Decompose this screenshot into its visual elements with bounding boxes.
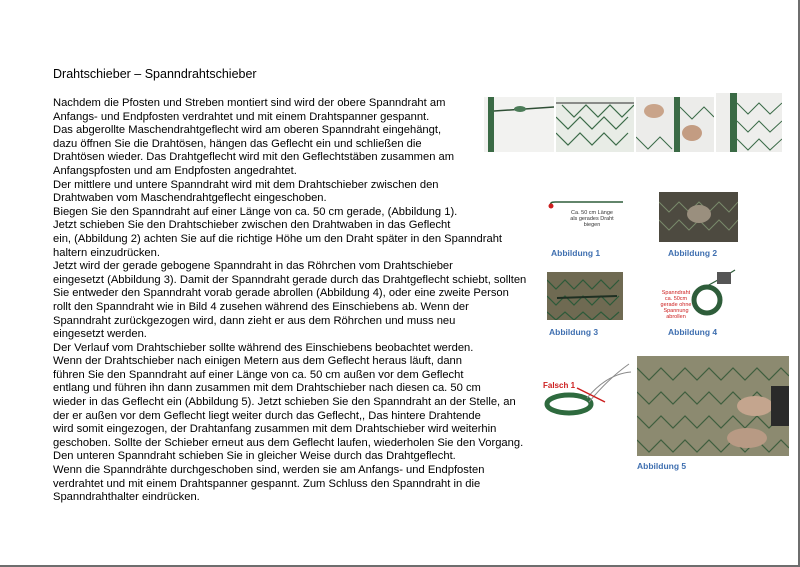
body-line: Drahtösen wieder. Das Drahtgeflecht wird mit den Geflechtstäben zusammen am <box>53 151 455 164</box>
figure-4-caption: Abbildung 4 <box>668 327 718 337</box>
figure-5-caption: Abbildung 5 <box>637 461 687 471</box>
body-line: der er außen vor dem Geflecht liegt weiter durch das Geflecht,, Das hintere Drahtende <box>53 409 481 422</box>
body-line: Nachdem die Pfosten und Streben montiert sind wird der obere Spanndraht am <box>53 97 446 109</box>
figure-3-image <box>547 272 623 320</box>
body-line: Spanndrahthalter eindrücken. <box>53 491 200 504</box>
figure-3-svg <box>547 272 623 320</box>
body-line: wird somit eingezogen, der Drahtanfang zusammen mit dem Drahtschieber wird weiterhin <box>53 423 497 436</box>
figure-2-image <box>659 192 738 242</box>
body-line: eingesetzt werden. <box>53 328 147 341</box>
figure-1-caption: Abbildung 1 <box>551 248 601 258</box>
figure-5-svg <box>637 356 789 456</box>
body-line: Das abgerollte Maschendrahtgeflecht wird am oberen Spanndraht eingehängt, <box>53 124 442 137</box>
photo-hand-eyelet <box>636 97 714 152</box>
photo-post-wire-svg <box>484 97 554 152</box>
body-line: Biegen Sie den Spanndraht auf einer Länge von ca. 50 cm gerade, (Abbildung 1). <box>53 205 458 218</box>
body-line: dazu öffnen Sie die Drahtösen, hängen das Geflecht ein und schließen die <box>53 137 422 150</box>
body-line: haltern einzudrücken. <box>53 246 160 259</box>
figure-3-caption: Abbildung 3 <box>549 327 599 337</box>
figure-2-caption: Abbildung 2 <box>668 248 718 258</box>
figure-2-svg <box>659 192 738 242</box>
photo-mesh-hook-svg <box>556 97 634 152</box>
body-line: Wenn der Drahtschieber nach einigen Metern aus dem Geflecht heraus läuft, dann <box>53 355 462 368</box>
body-line: Spanndraht zurückgezogen wird, dann zieht er aus dem Röhrchen und muss neu <box>53 314 456 327</box>
figure-5-image <box>637 356 789 456</box>
body-line: Der Verlauf vom Drahtschieber sollte während des Einschiebens beobachtet werden. <box>53 341 474 354</box>
body-line: Wenn die Spanndrähte durchgeschoben sind, werden sie am Anfangs- und Endpfosten <box>53 464 485 477</box>
wrong-label: Falsch 1 <box>543 381 576 390</box>
body-line: führen Sie den Spanndraht auf einer Länge von ca. 50 cm außen vor dem Geflecht <box>53 368 464 381</box>
body-line: Jetzt wird der gerade gebogene Spanndraht in das Röhrchen vom Drahtschieber <box>53 260 453 273</box>
body-line: Anfangs- und Endpfosten verdrahtet und mit einem Drahtspanner gespannt. <box>53 110 430 123</box>
body-line: eingesetzt (Abbildung 3). Damit der Spanndraht gerade durch das Drahtgeflecht schiebt, sollten <box>53 273 527 286</box>
photo-post-mesh-svg <box>716 93 782 152</box>
body-line: verdrahtet und mit einem Drahtspanner gespannt. Zum Schluss den Spanndraht in die <box>53 477 481 490</box>
photo-post-wire <box>484 97 554 152</box>
body-line: Drahtwaben vom Maschendrahtgeflecht eingeschoben. <box>53 192 327 205</box>
photo-hand-eyelet-svg <box>636 97 714 152</box>
body-line: geschoben. Sollte der Schieber erneut aus dem Geflecht laufen, wiederholen Sie den Vorgang. <box>53 436 524 449</box>
body-line: wieder in das Geflecht ein (Abbildung 5). Jetzt schieben Sie den Spanndraht an der Stelle, an <box>53 396 516 409</box>
photo-mesh-hook <box>556 97 634 152</box>
body-line: Der mittlere und untere Spanndraht wird mit dem Drahtschieber zwischen den <box>53 178 439 191</box>
body-line: ein, (Abbildung 2) achten Sie auf die richtige Höhe um den Draht später in den Spanndraht <box>53 232 503 245</box>
figure-4-note: Spanndraht ca. 50cm gerade ohne Spannung abrollen <box>660 290 692 320</box>
document-title: Drahtschieber – Spanndrahtschieber <box>53 67 257 81</box>
figure-1-note: Ca. 50 cm Länge als gerades Draht biegen <box>570 210 614 228</box>
body-line: Sie entweder den Spanndraht vorab gerade abrollen (Abbildung 4), oder eine zweite Person <box>53 287 509 300</box>
photo-post-mesh <box>716 93 782 152</box>
body-line: rollt den Spanndraht wie in Bild 4 zusehen während des Einschiebens ab. Wenn der <box>53 300 469 313</box>
body-line: Anfangspfosten und am Endpfosten angedrahtet. <box>53 164 297 177</box>
body-line: Den unteren Spanndraht schieben Sie in gleicher Weise durch das Drahtgeflecht. <box>53 450 456 463</box>
body-line: Jetzt schieben Sie den Drahtschieber zwischen den Drahtwaben in das Geflecht <box>53 219 451 232</box>
body-line: entlang und führen ihn dann zusammen mit dem Drahtschieber nach diesen ca. 50 cm <box>53 382 481 395</box>
document-body <box>53 97 533 505</box>
